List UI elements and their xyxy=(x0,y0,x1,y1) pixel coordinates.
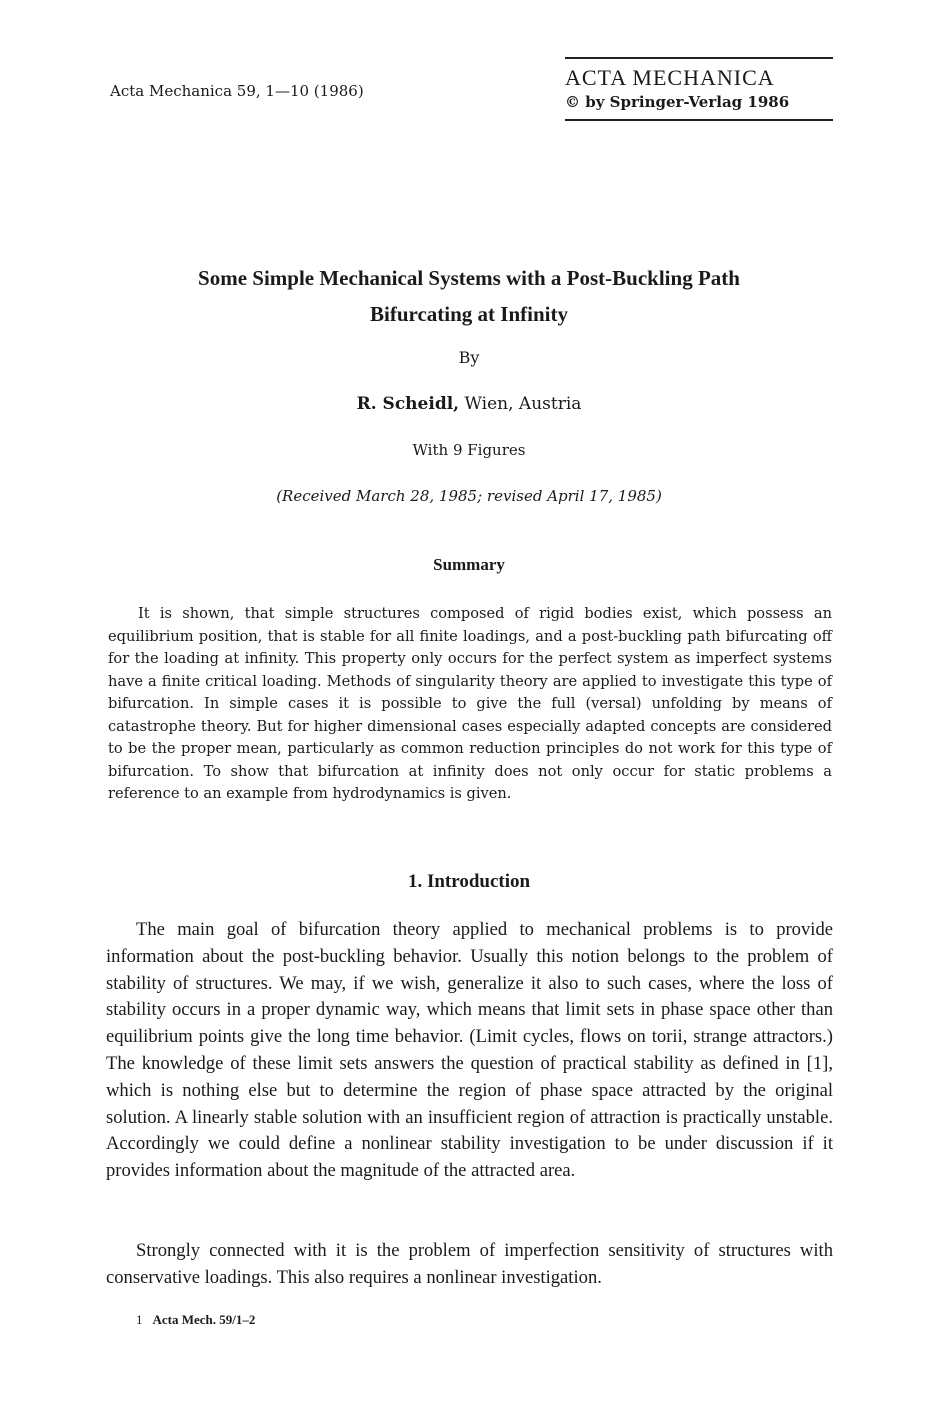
by-line: By xyxy=(458,348,480,367)
received-dates: (Received March 28, 1985; revised April 17, 1985) xyxy=(276,487,662,505)
journal-masthead xyxy=(565,57,833,121)
intro-paragraph-2: Strongly connected with it is the problem of imperfection sensitivity of structures with conservative loadings. This also requires a nonlinear investigation. xyxy=(106,1240,833,1288)
summary-text: It is shown, that simple structures composed of rigid bodies exist, which possess an equilibrium position, that is stable for all finite loadings, and a post-buckling path bifurcating off for the loading at infinity. This property only occurs for the perfect system as imperfect systems have a finite critical loading. Methods of singularity theory are applied to investigate this type of bifurcation. In simple cases it is possible to give the full (versal) unfolding by means of catastrophe theory. But for higher dimensional cases especially adapted concepts are considered to be the proper mean, particularly as common reduction principles do not work for this type of bifurcation. To show that bifurcation at infinity does not only occur for static problems a reference to an example from hydrodynamics is given. xyxy=(108,605,832,802)
author-location: Wien, Austria xyxy=(459,394,582,414)
author-name: R. Scheidl, xyxy=(356,394,460,414)
summary-heading: Summary xyxy=(433,555,505,574)
intro-paragraph-1: The main goal of bifurcation theory applied to mechanical problems is to provide information about the post-buckling behavior. Usually this notion belongs to the problem of stability of structures. We may, if we wish, generalize it also to such cases, where the loss of stability occurs in a proper dynamic way, which means that limit sets in phase space other than equilibrium points give the long time behavior. (Limit cycles, flows on torii, strange attractors.) The knowledge of these limit sets answers the question of practical stability as defined in [1], which is nothing else but to determine the region of phase space attracted by the original solution. A linearly stable solution with an insufficient region of attraction is practically unstable. Accordingly we could define a nonlinear stability investigation to be under discussion if it provides information about the magnitude of the attracted area. xyxy=(106,919,833,1182)
paper-title xyxy=(100,260,838,332)
introduction-heading: 1. Introduction xyxy=(407,871,531,892)
footer-label: Acta Mech. 59/1–2 xyxy=(152,1312,256,1327)
title-line-1: Some Simple Mechanical Systems with a Post-Buckling Path xyxy=(198,266,740,290)
figure-count: With 9 Figures xyxy=(412,441,526,459)
title-line-2: Bifurcating at Infinity xyxy=(370,302,568,326)
page-footer xyxy=(136,1312,255,1328)
page-number: 1 xyxy=(136,1312,143,1327)
copyright-notice: © by Springer-Verlag 1986 xyxy=(565,93,790,111)
journal-citation: Acta Mechanica 59, 1—10 (1986) xyxy=(110,82,364,100)
author-line xyxy=(100,394,838,414)
journal-name: ACTA MECHANICA xyxy=(565,65,775,90)
